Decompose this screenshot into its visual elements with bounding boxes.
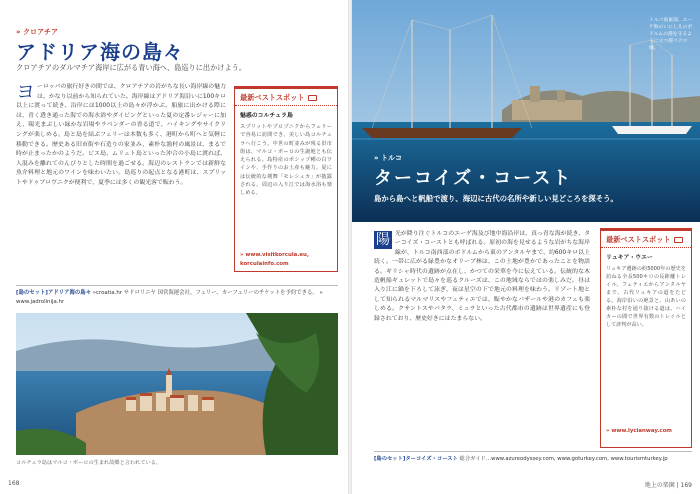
right-page (352, 0, 700, 494)
box-link[interactable]: » www.lycianway.com (606, 428, 672, 434)
best-spot-box (600, 228, 692, 448)
dropcap: ヨ (16, 81, 36, 103)
region-label: » トルコ (374, 154, 402, 162)
box-heading: 最新ベストスポット (601, 231, 691, 248)
box-body: リュキア遺跡の約5000年の歴史を訪ねる全長500キロの長距離トレイル。フェティエからアンタルヤまで、古代リュキアの道をたどる。海岸沿いの絶景と、山あいの素朴な村を通り抜ける道は、ハイカーの間で世界有数のトレイルとして評判が高い。 (606, 266, 686, 328)
box-subheading: 魅惑のコルチュラ島 (240, 113, 293, 119)
contact-tag: [島のセット]ターコイズ・コースト (374, 456, 458, 462)
best-spot-box (234, 86, 338, 272)
box-link-2[interactable]: korculainfo.com (240, 261, 289, 267)
photo-caption: コルチュラ島はマルコ・ポーロの生まれ故郷と言われている。 (16, 460, 162, 466)
box-icon (308, 95, 317, 101)
article-body (374, 230, 590, 324)
box-subheading: リュキア・ウエー (606, 255, 653, 261)
box-icon (674, 237, 683, 243)
page-title: ターコイズ・コースト (374, 168, 573, 189)
contact-tag: [島のセット]アドリア海の島々 (16, 290, 92, 296)
contact-body: »croatia.hr サドロリニヤ 国営海運会社。フェリー、カーフェリーのチケットを予約できる。 » www.jadrolinija.hr (16, 290, 323, 305)
photo-caption: トルコ南東部、エーゲ海のいにしえのボドルムの港を守るように立つ聖ペテロ城。 (649, 18, 693, 51)
region-label: » クロアチア (16, 28, 58, 36)
page-number: 地上の楽園 | 169 (644, 482, 692, 489)
lead-text: クロアチアのダルマチア海岸に広がる青い海へ、島巡りに出かけよう。 (16, 63, 247, 72)
contact-body: 総合ガイド…www.azureodyssey.com, www.goturkey.com, www.tourismturkey.jp (459, 456, 668, 462)
article-body (16, 83, 226, 189)
lead-text: 島から島へと帆船で渡り、海辺に古代の名所や新しい見どころを探そう。 (374, 194, 618, 203)
article-text: 光が降り注ぐトルコのエーゲ海及び地中海沿岸は、真っ青な海が続き、ターコイズ・コーストとも呼ばれる。原初の海を見せるような岩がちな海岸線が、トルコ南西部のボドルムから東のアンタルヤまで、約600キロ以上続く。一帯に広がる緑豊かなオリーブ林は、この土地が豊かであったことを物語る。ギリシャ時代の遺跡が点在し、かつての栄華を今に伝えている。伝統的な木造帆船ギュレットで島々を巡るクルーズは、この地域ならではの楽しみだ。昼は入り江に錨を下ろして泳ぎ、夜は星空の下で地元の料理を味わう。リゾート地として知られるマルマリスやフェティエでは、賑やかなバザールや港のカフェも楽しめる。クサントスやパタラ、ミュラといった古代都市の遺跡は世界遺産にも登録されており、歴史好きにはたまらない。 (374, 231, 590, 322)
box-heading: 最新ベストスポット (235, 89, 337, 106)
box-body: スプリットやプロプニクからフェリーで容易に訪問でき、美しい島コルチュラへ行こう。中世の町並みが残る旧市街は、マルコ・ポーロの生誕地とも伝えられる。島特産のポシップ種の白ワインや、手作りのお土産も魅力。夏には伝統的な剣舞「モレシュカ」が披露される。周辺の入り江では海水浴も楽しめる。 (240, 124, 332, 197)
page-title: アドリア海の島々 (16, 40, 184, 64)
dropcap: 陽 (376, 232, 390, 248)
contact-info (374, 451, 692, 464)
left-page (0, 0, 348, 494)
article-text: ーロッパの旅行好きの間では、クロアチアの岩がちな長い海岸線の魅力は、かなり以前から知られていた。海岸線はアドリア海沿いに100キロ以上に渡って続き、沿岸には1000以上の島々が浮かぶ。船旅に出かける際には、青く透き通った海での海水浴やダイビングといった夏の定番レジャーに加え、陽光まぶしい緑かな岩場やラベンダーの香る道で、ハイキングやサイクリングが楽しめる。島と島を結ぶフェリーは本数も多く、港町から町へと気軽に移動できる。歴史ある旧市街や石造りの家並み、素朴な漁村の風景は、まるで時が止まったかのようだ。ビス島、ムリェト島といった沖合の小島に渡れば、人混みを離れてのんびりとした時間を過ごせる。海辺のレストランでは新鮮な魚介料理と地元のワインを味わいたい。島巡りの起点となる港町は、スプリットやドゥブロヴニクが便利で、夏季には多くの観光客で賑わう。 (16, 84, 226, 186)
contact-info (16, 285, 338, 307)
box-link[interactable]: » www.visitkorcula.eu, (240, 252, 309, 258)
page-number: 168 (8, 480, 20, 487)
korcula-photo (16, 313, 338, 455)
